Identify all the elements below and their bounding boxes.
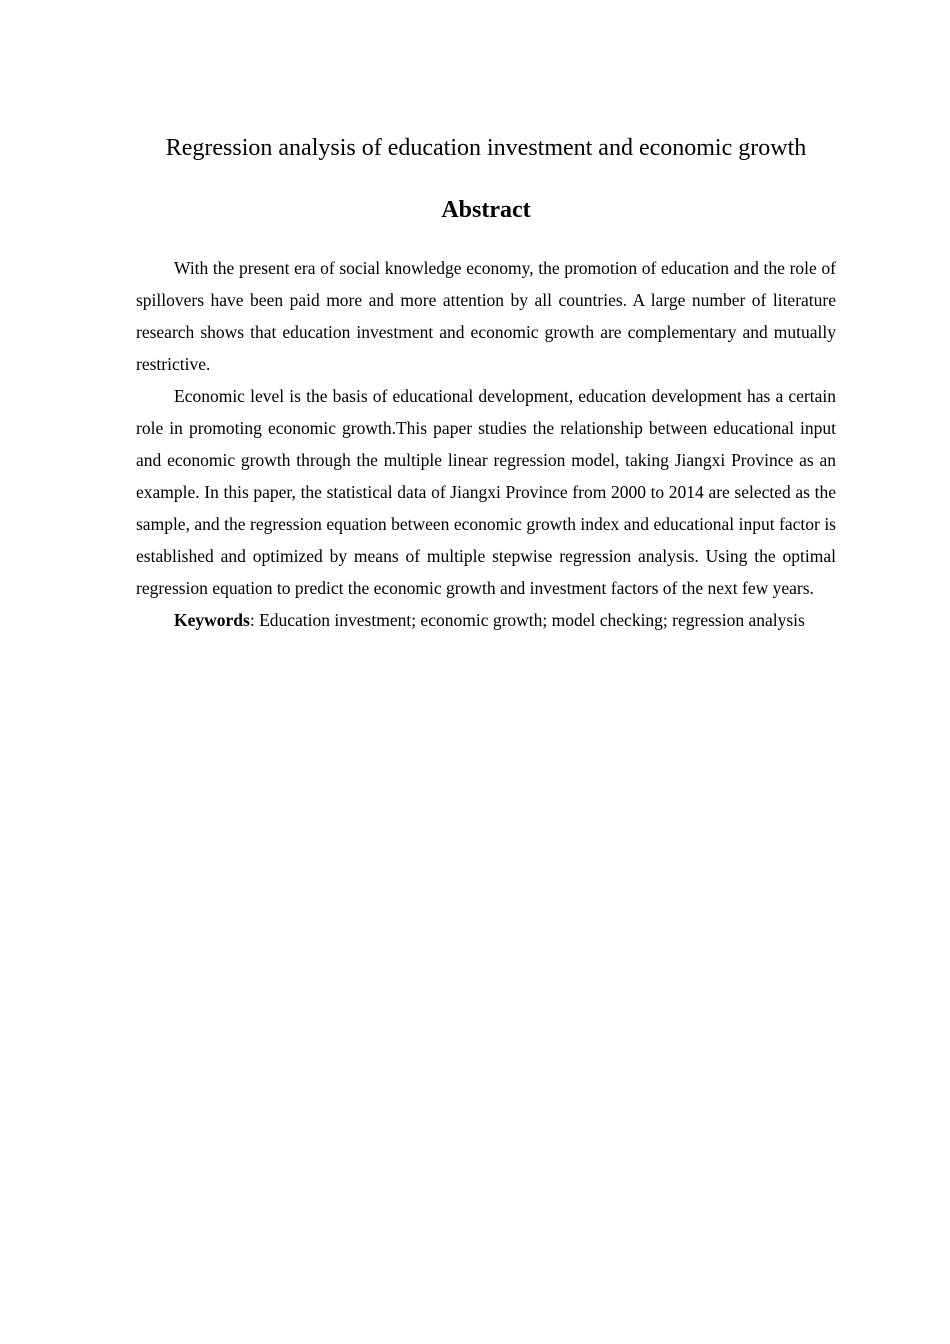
- keywords-separator: :: [249, 610, 260, 630]
- abstract-paragraph-1: With the present era of social knowledge economy, the promotion of education and the role of spillovers have been paid more and more attention by all countries. A large number of literature research shows that education investment and economic growth are complementary and mutually restrictive.: [136, 258, 836, 374]
- document-page: [136, 128, 836, 636]
- paper-title: Regression analysis of education investment and economic growth: [165, 135, 807, 161]
- abstract-heading: Abstract: [441, 197, 531, 223]
- keywords-text: Education investment; economic growth; model checking; regression analysis: [259, 610, 805, 630]
- keywords-label: Keywords: [174, 610, 250, 630]
- keywords-line: [136, 604, 836, 636]
- abstract-paragraph-2: Economic level is the basis of educational development, education development has a certain role in promoting economic growth.This paper studies the relationship between educational input and economic growth through the multiple linear regression model, taking Jiangxi Province as an example. In this paper, the statistical data of Jiangxi Province from 2000 to 2014 are selected as the sample, and the regression equation between economic growth index and educational input factor is established and optimized by means of multiple stepwise regression analysis. Using the optimal regression equation to predict the economic growth and investment factors of the next few years.: [136, 386, 836, 598]
